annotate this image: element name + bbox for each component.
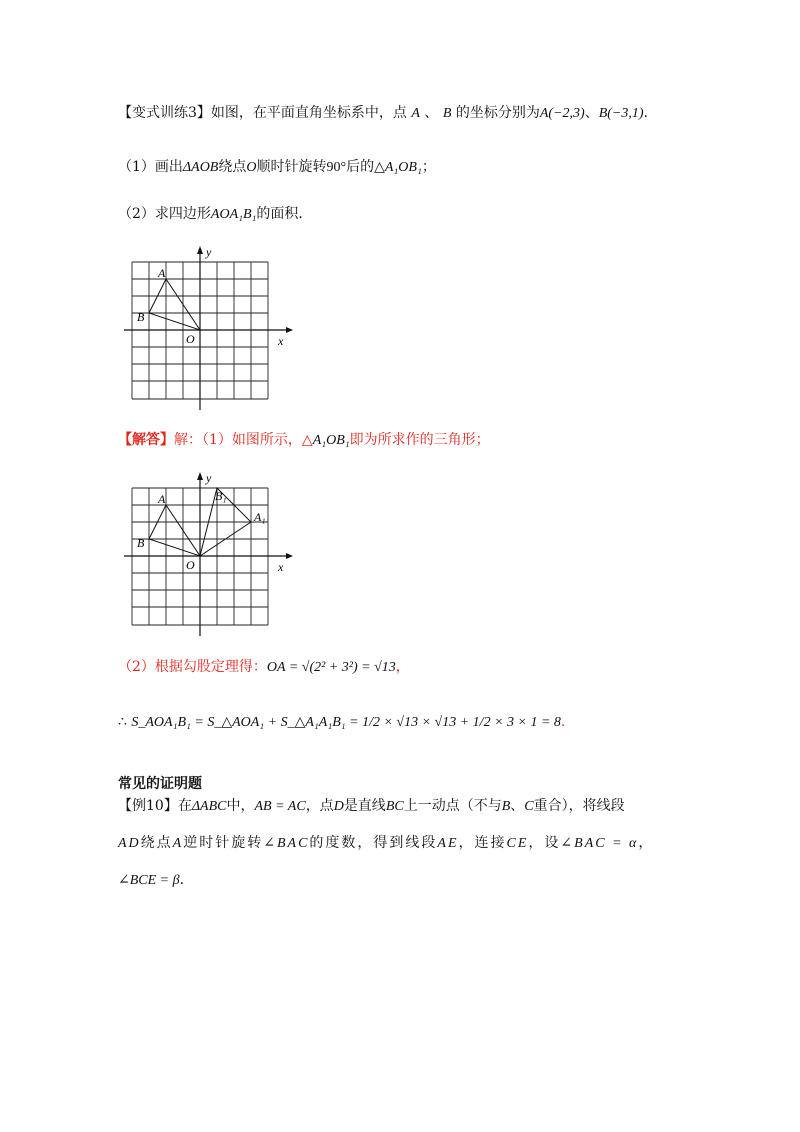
example-10-line-1 bbox=[118, 796, 625, 817]
ex-l2-e: ，设 bbox=[528, 835, 561, 851]
therefore-symbol: ∴ bbox=[118, 714, 127, 730]
q2-end: 的面积． bbox=[256, 206, 313, 222]
example-10-line-2 bbox=[118, 833, 654, 854]
ex-eq: AB = AC bbox=[254, 799, 306, 814]
ex-l1-b: 中， bbox=[226, 798, 255, 814]
triangle-aob bbox=[149, 279, 200, 330]
q1-mid-2: 顺时针旋转 bbox=[256, 159, 327, 175]
q1-triangle: ΔAOB bbox=[182, 160, 219, 175]
fig1-label-y: y bbox=[206, 245, 212, 259]
ex-l3-end: . bbox=[179, 872, 185, 888]
part2-end: ， bbox=[395, 659, 410, 675]
fig1-label-a: A bbox=[158, 266, 166, 280]
ex-point-c: C bbox=[524, 799, 534, 814]
solution-part-2 bbox=[118, 657, 410, 678]
ex-line-bc: BC bbox=[385, 799, 404, 814]
part2-formula: OA = √(2² + 3²) = √13 bbox=[266, 660, 396, 675]
example-10-line-3 bbox=[118, 870, 184, 891]
proofs-title bbox=[118, 774, 202, 794]
ex-point-b: B bbox=[501, 799, 511, 814]
fig1-label-x: x bbox=[278, 334, 284, 348]
exercise-intro: 如图，在平面直角坐标系中，点 bbox=[210, 105, 407, 121]
solution-text-2: 即为所求作的三角形； bbox=[349, 432, 490, 448]
q1-angle: 90° bbox=[326, 160, 347, 175]
part2-prefix: （2）根据勾股定理得： bbox=[118, 659, 267, 675]
fig2-label-y: y bbox=[206, 471, 212, 485]
proofs-title-text: 常见的证明题 bbox=[118, 776, 202, 792]
ex-segment-ad: AD bbox=[118, 836, 141, 851]
ex-l2-c: 的度数，得到线段 bbox=[309, 835, 438, 851]
fig2-label-b1: B₁ bbox=[215, 489, 227, 503]
figure-2-coordinate-grid bbox=[118, 470, 298, 640]
area-calculation bbox=[118, 712, 565, 733]
ex-l1-g: 、 bbox=[510, 798, 525, 814]
ex-segment-ae: AE bbox=[437, 836, 459, 851]
q2-prefix: （2）求四边形 bbox=[118, 206, 211, 222]
ex-l2-b: 逆时针旋转 bbox=[183, 835, 264, 851]
area-formula: S_AOA₁B₁ = S_△AOA₁ + S_△A₁A₁B₁ = 1/2 × √13 × √13 + 1/2 × 3 × 1 = 8 bbox=[131, 715, 561, 730]
coord-a: A(−2,3) bbox=[539, 106, 585, 121]
q1-mid-3: 后的△ bbox=[346, 159, 385, 175]
exercise-heading: 【变式训练3】 bbox=[118, 105, 211, 121]
ex-segment-ce: CE bbox=[506, 836, 529, 851]
question-1 bbox=[118, 157, 436, 178]
q2-quadrilateral: AOA₁B₁ bbox=[210, 207, 257, 222]
ex-triangle: ΔABC bbox=[191, 799, 227, 814]
q1-mid: 绕点 bbox=[218, 159, 247, 175]
ex-l1-f: 上一动点（不与 bbox=[403, 798, 502, 814]
ex-beta-eq: ∠BCE = β bbox=[118, 873, 180, 888]
q1-triangle-2: A₁OB₁ bbox=[384, 160, 422, 175]
point-b-label: B bbox=[442, 106, 452, 121]
exercise-line-1 bbox=[118, 103, 648, 124]
coord-b: B(−3,1) bbox=[598, 106, 644, 121]
solution-tag: 【解答】 bbox=[118, 432, 174, 448]
ex-l1-h: 重合），将线段 bbox=[533, 798, 625, 814]
fig2-label-a1: A₁ bbox=[254, 510, 266, 524]
ex-l2-end: ， bbox=[638, 835, 655, 851]
q1-point-o: O bbox=[246, 160, 257, 175]
ex-l1-e: 是直线 bbox=[343, 798, 386, 814]
figure-1-coordinate-grid bbox=[118, 244, 298, 414]
q1-end: ； bbox=[421, 159, 436, 175]
solution-triangle: A₁OB₁ bbox=[312, 433, 350, 448]
fig2-label-x: x bbox=[278, 560, 284, 574]
area-end: . bbox=[560, 714, 566, 730]
fig1-label-o: O bbox=[186, 332, 195, 346]
fig2-label-b: B bbox=[137, 536, 145, 550]
solution-text-1: 解：（1）如图所示，△ bbox=[174, 432, 313, 448]
fig1-label-b: B bbox=[137, 310, 145, 324]
exercise-intro-2: 的坐标分别为 bbox=[455, 105, 540, 121]
triangle-aob-original bbox=[149, 505, 200, 556]
point-a-label: A bbox=[411, 106, 420, 121]
ex-l1-a: 在 bbox=[177, 798, 192, 814]
solution-line-1 bbox=[118, 430, 490, 451]
q1-prefix: （1）画出 bbox=[118, 159, 183, 175]
ex-l2-d: ，连接 bbox=[458, 835, 507, 851]
ex-l1-c: ，点 bbox=[305, 798, 334, 814]
separator-2: 、 bbox=[584, 105, 599, 121]
ex-alpha-eq: ∠BAC = α bbox=[560, 836, 639, 851]
exercise-end: . bbox=[643, 105, 648, 121]
ex-point-a: A bbox=[172, 836, 184, 851]
question-2 bbox=[118, 204, 312, 225]
example-tag: 【例10】 bbox=[118, 798, 178, 814]
ex-angle-bac: ∠BAC bbox=[263, 836, 310, 851]
fig2-label-o: O bbox=[186, 558, 195, 572]
separator: 、 bbox=[424, 105, 439, 121]
ex-point-d: D bbox=[333, 799, 344, 814]
ex-l2-a: 绕点 bbox=[140, 835, 173, 851]
fig2-label-a: A bbox=[158, 492, 166, 506]
